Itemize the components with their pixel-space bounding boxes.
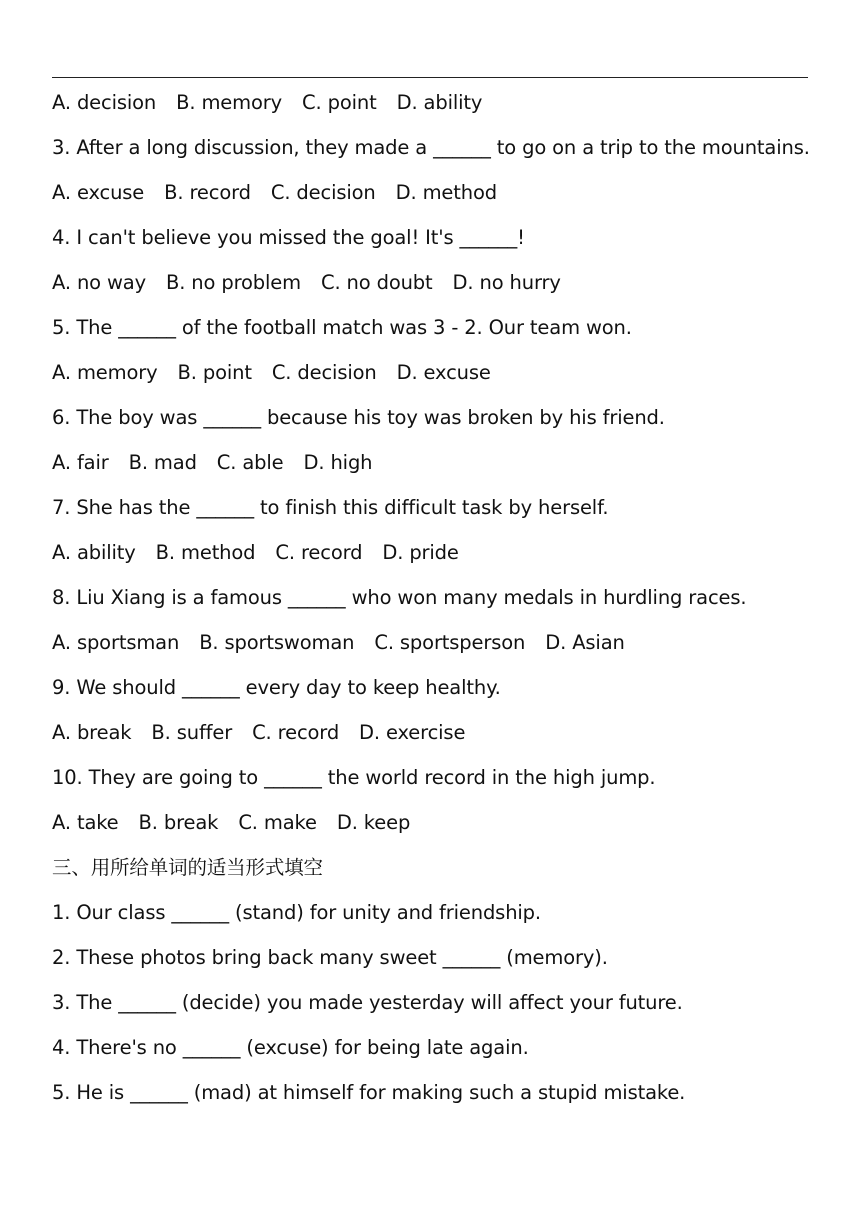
worksheet-body <box>52 80 822 1115</box>
answer-option: B. suffer <box>151 721 233 744</box>
answer-option: C. record <box>252 721 340 744</box>
answer-options <box>52 260 822 305</box>
answer-option: B. sportswoman <box>199 631 355 654</box>
answer-option: A. no way <box>52 271 146 294</box>
question-text: 3. After a long discussion, they made a ______ to go on a trip to the mountains. <box>52 136 810 159</box>
question-text: 2. These photos bring back many sweet ______ (memory). <box>52 946 608 969</box>
question-text: 4. I can't believe you missed the goal! It's ______! <box>52 226 525 249</box>
answer-option: D. pride <box>382 541 459 564</box>
answer-option: D. method <box>395 181 497 204</box>
answer-options <box>52 800 822 845</box>
answer-option: B. point <box>177 361 252 384</box>
answer-option: A. sportsman <box>52 631 180 654</box>
answer-option: C. make <box>238 811 317 834</box>
question-text: 7. She has the ______ to finish this difficult task by herself. <box>52 496 609 519</box>
answer-option: B. break <box>138 811 219 834</box>
answer-options <box>52 530 822 575</box>
question-text: 5. He is ______ (mad) at himself for making such a stupid mistake. <box>52 1081 686 1104</box>
answer-option: C. no doubt <box>320 271 433 294</box>
answer-option: C. point <box>302 91 377 114</box>
answer-option: A. memory <box>52 361 158 384</box>
question-text: 1. Our class ______ (stand) for unity and friendship. <box>52 901 541 924</box>
question-text: 8. Liu Xiang is a famous ______ who won many medals in hurdling races. <box>52 586 747 609</box>
answer-option: C. decision <box>271 361 377 384</box>
question-text: 5. The ______ of the football match was 3 - 2. Our team won. <box>52 316 632 339</box>
answer-option: A. fair <box>52 451 109 474</box>
answer-option: A. break <box>52 721 132 744</box>
answer-option: B. mad <box>128 451 197 474</box>
answer-option: C. sportsperson <box>374 631 526 654</box>
answer-option: B. no problem <box>165 271 301 294</box>
question-text: 4. There's no ______ (excuse) for being late again. <box>52 1036 529 1059</box>
answer-option: C. record <box>275 541 363 564</box>
answer-option: B. record <box>164 181 251 204</box>
answer-option: D. no hurry <box>452 271 561 294</box>
answer-option: A. ability <box>52 541 136 564</box>
answer-options <box>52 710 822 755</box>
answer-option: D. ability <box>396 91 483 114</box>
answer-option: D. exercise <box>359 721 466 744</box>
answer-options <box>52 170 822 215</box>
answer-option: C. decision <box>270 181 376 204</box>
answer-option: B. memory <box>176 91 283 114</box>
answer-option: D. excuse <box>396 361 491 384</box>
answer-option: A. take <box>52 811 119 834</box>
answer-option: D. high <box>303 451 373 474</box>
answer-option: A. decision <box>52 91 157 114</box>
question-text: 10. They are going to ______ the world record in the high jump. <box>52 766 656 789</box>
answer-options <box>52 620 822 665</box>
answer-option: B. method <box>155 541 256 564</box>
question-text: 9. We should ______ every day to keep healthy. <box>52 676 501 699</box>
answer-options <box>52 440 822 485</box>
question-text: 3. The ______ (decide) you made yesterday will affect your future. <box>52 991 683 1014</box>
top-divider <box>52 77 808 78</box>
section-heading: 三、用所给单词的适当形式填空 <box>52 856 323 879</box>
answer-options <box>52 80 822 125</box>
answer-option: A. excuse <box>52 181 145 204</box>
answer-option: D. keep <box>336 811 411 834</box>
question-text: 6. The boy was ______ because his toy was broken by his friend. <box>52 406 665 429</box>
answer-options <box>52 350 822 395</box>
answer-option: C. able <box>216 451 284 474</box>
answer-option: D. Asian <box>545 631 625 654</box>
